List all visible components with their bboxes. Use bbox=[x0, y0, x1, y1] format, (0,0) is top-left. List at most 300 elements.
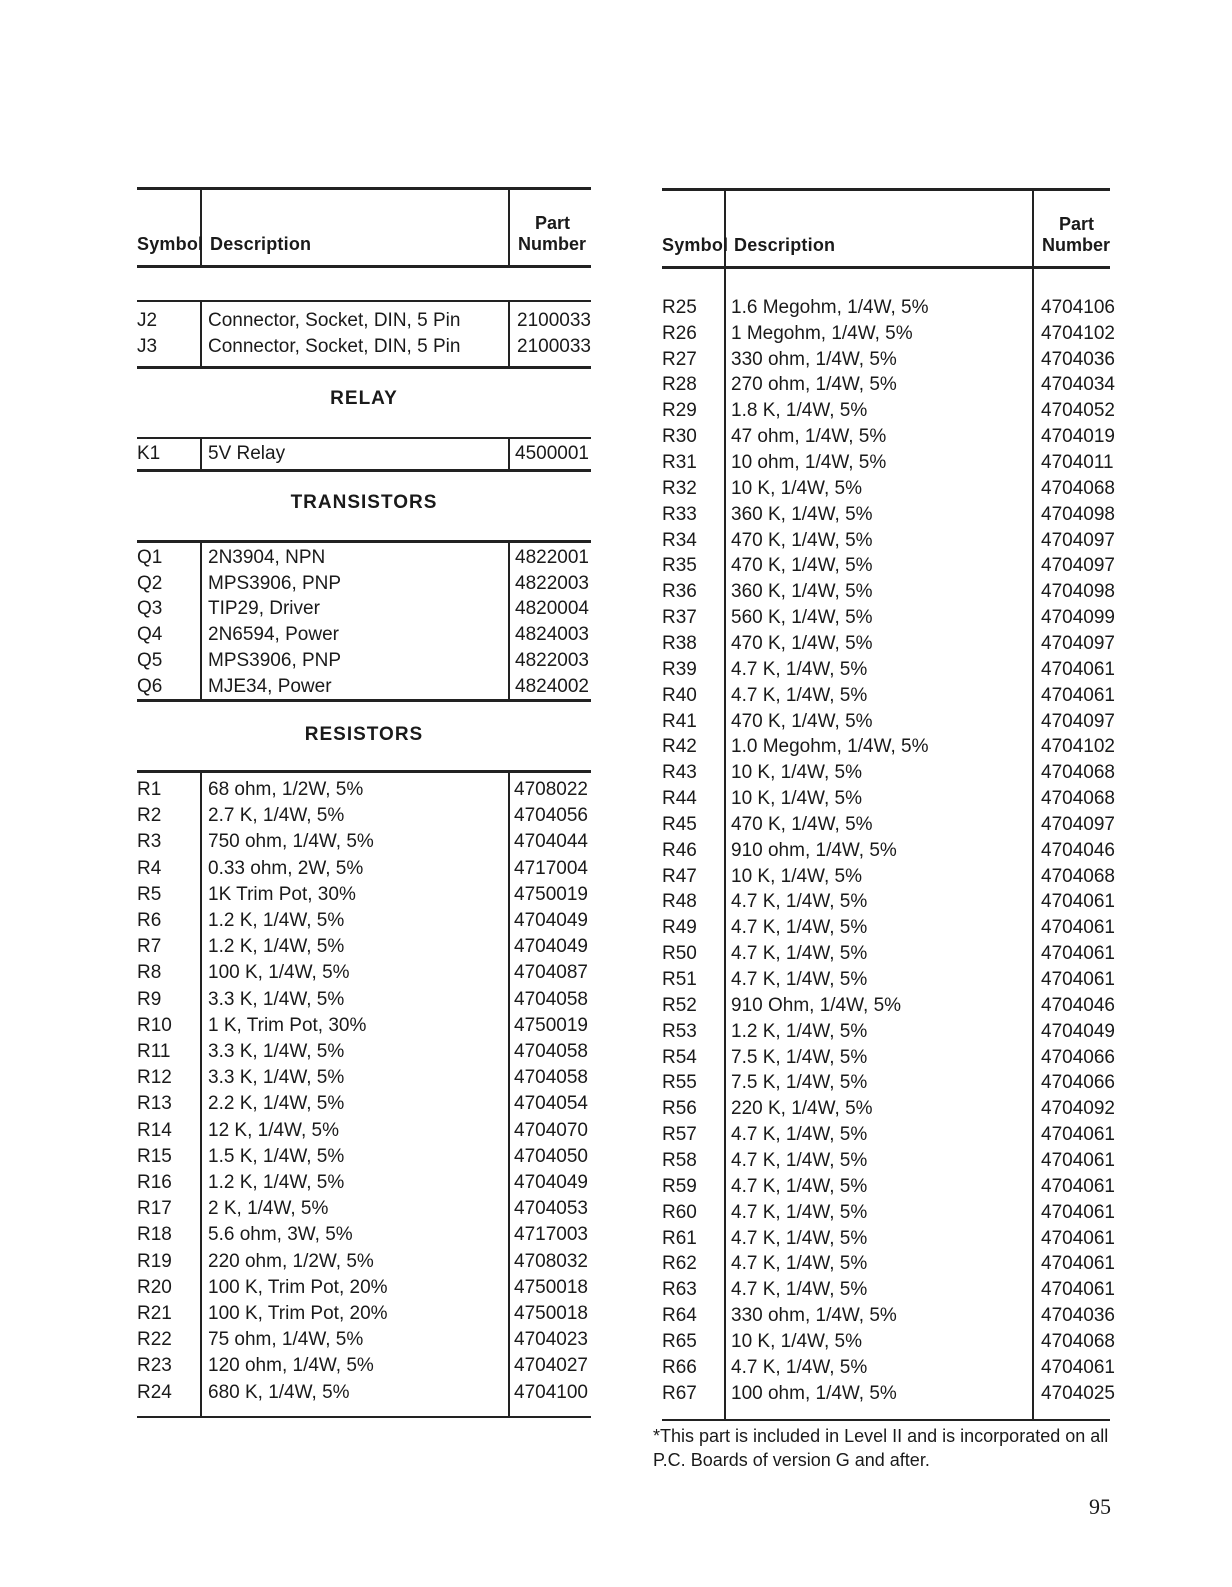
description-cell: 470 K, 1/4W, 5% bbox=[731, 813, 873, 835]
symbol-cell: R19 bbox=[137, 1250, 172, 1272]
symbol-cell: R63 bbox=[662, 1279, 697, 1301]
table-row bbox=[662, 321, 1115, 347]
table-row bbox=[137, 648, 591, 674]
part-number-cell: 4704058 bbox=[514, 1067, 588, 1089]
part-number-cell: 4704098 bbox=[1041, 503, 1115, 525]
symbol-cell: R26 bbox=[662, 322, 697, 344]
table-row bbox=[137, 803, 591, 829]
connectors-block bbox=[137, 302, 591, 366]
table-row bbox=[662, 373, 1115, 399]
description-cell: 100 K, Trim Pot, 20% bbox=[208, 1276, 388, 1298]
part-number-cell: 4708022 bbox=[514, 779, 588, 801]
symbol-cell: R14 bbox=[137, 1119, 172, 1141]
table-row bbox=[662, 1122, 1115, 1148]
symbol-cell: R50 bbox=[662, 943, 697, 965]
description-cell: 4.7 K, 1/4W, 5% bbox=[731, 969, 868, 991]
symbol-cell: R65 bbox=[662, 1330, 697, 1352]
symbol-cell: Q2 bbox=[137, 572, 163, 594]
part-number-cell: 4704050 bbox=[514, 1145, 588, 1167]
symbol-cell: R21 bbox=[137, 1303, 172, 1325]
description-cell: 100 K, 1/4W, 5% bbox=[208, 962, 350, 984]
table-row bbox=[137, 1380, 591, 1406]
table-row bbox=[137, 1249, 591, 1275]
description-cell: 4.7 K, 1/4W, 5% bbox=[731, 658, 868, 680]
part-number-cell: 4704102 bbox=[1041, 322, 1115, 344]
table-row bbox=[137, 441, 591, 467]
symbol-cell: R45 bbox=[662, 813, 697, 835]
description-cell: 910 Ohm, 1/4W, 5% bbox=[731, 994, 902, 1016]
part-number-cell: 4704070 bbox=[514, 1119, 588, 1141]
part-number-cell: 4704097 bbox=[1041, 813, 1115, 835]
part-number-cell: 4704097 bbox=[1041, 529, 1115, 551]
page-number: 95 bbox=[1089, 1494, 1111, 1519]
table-row bbox=[662, 1148, 1115, 1174]
symbol-cell: K1 bbox=[137, 443, 161, 464]
symbol-cell: Q4 bbox=[137, 624, 163, 646]
part-number-cell: 4704092 bbox=[1041, 1098, 1115, 1120]
description-cell: 2N3904, NPN bbox=[208, 546, 326, 568]
symbol-cell: R56 bbox=[662, 1098, 697, 1120]
part-number-cell: 4708032 bbox=[514, 1250, 588, 1272]
description-cell: 1.2 K, 1/4W, 5% bbox=[731, 1020, 868, 1042]
part-number-cell: 4704098 bbox=[1041, 581, 1115, 603]
part-number-cell: 4822003 bbox=[515, 572, 589, 594]
description-cell: 12 K, 1/4W, 5% bbox=[208, 1119, 339, 1141]
part-number-cell: 4750018 bbox=[514, 1276, 588, 1298]
table-row bbox=[662, 967, 1115, 993]
table-row bbox=[662, 915, 1115, 941]
symbol-cell: Q6 bbox=[137, 675, 163, 697]
table-row bbox=[662, 1071, 1115, 1097]
table-row bbox=[137, 545, 591, 571]
table-row bbox=[137, 308, 591, 334]
symbol-cell: R6 bbox=[137, 910, 162, 932]
part-number-cell: 4824002 bbox=[515, 675, 589, 697]
symbol-cell: R66 bbox=[662, 1356, 697, 1378]
table-row bbox=[137, 1353, 591, 1379]
description-cell: 560 K, 1/4W, 5% bbox=[731, 607, 873, 629]
description-cell: 10 ohm, 1/4W, 5% bbox=[731, 452, 887, 474]
description-cell: 360 K, 1/4W, 5% bbox=[731, 503, 873, 525]
table-row bbox=[137, 1144, 591, 1170]
symbol-cell: R18 bbox=[137, 1224, 172, 1246]
part-number-cell: 4704106 bbox=[1041, 296, 1115, 318]
description-cell: 47 ohm, 1/4W, 5% bbox=[731, 426, 887, 448]
table-row bbox=[662, 1329, 1115, 1355]
table-row bbox=[662, 1045, 1115, 1071]
description-cell: 2.7 K, 1/4W, 5% bbox=[208, 805, 345, 827]
table-row bbox=[662, 1200, 1115, 1226]
table-row bbox=[662, 657, 1115, 683]
description-cell: 10 K, 1/4W, 5% bbox=[731, 788, 862, 810]
table-row bbox=[662, 1226, 1115, 1252]
part-number-cell: 4704019 bbox=[1041, 426, 1115, 448]
part-number-cell: 4704068 bbox=[1041, 865, 1115, 887]
part-number-cell: 4704049 bbox=[514, 910, 588, 932]
symbol-cell: R17 bbox=[137, 1198, 172, 1220]
table-row bbox=[137, 1039, 591, 1065]
part-number-cell: 4704066 bbox=[1041, 1046, 1115, 1068]
description-cell: 330 ohm, 1/4W, 5% bbox=[731, 348, 897, 370]
symbol-cell: R27 bbox=[662, 348, 697, 370]
table-row bbox=[137, 622, 591, 648]
table-row bbox=[137, 571, 591, 597]
table-row bbox=[662, 398, 1115, 424]
table-row bbox=[662, 476, 1115, 502]
part-number-cell: 4717004 bbox=[514, 857, 588, 879]
transistors-title: TRANSISTORS bbox=[290, 492, 438, 513]
part-number-cell: 4822001 bbox=[515, 546, 589, 568]
part-number-cell: 4704097 bbox=[1041, 710, 1115, 732]
symbol-cell: R5 bbox=[137, 883, 162, 905]
table-row bbox=[137, 856, 591, 882]
table-row bbox=[662, 502, 1115, 528]
transistors-block bbox=[137, 543, 591, 699]
resistors-block bbox=[137, 773, 591, 1416]
description-cell: 910 ohm, 1/4W, 5% bbox=[731, 839, 897, 861]
description-cell: 3.3 K, 1/4W, 5% bbox=[208, 1067, 345, 1089]
symbol-cell: R32 bbox=[662, 477, 697, 499]
description-cell: 1 Megohm, 1/4W, 5% bbox=[731, 322, 913, 344]
description-cell: 10 K, 1/4W, 5% bbox=[731, 477, 862, 499]
table-row bbox=[662, 786, 1115, 812]
table-row bbox=[662, 1277, 1115, 1303]
symbol-cell: R24 bbox=[137, 1381, 172, 1403]
part-number-cell: 4704011 bbox=[1041, 452, 1114, 474]
table-row bbox=[662, 890, 1115, 916]
table-row bbox=[137, 1118, 591, 1144]
table-row bbox=[662, 631, 1115, 657]
table-row bbox=[662, 838, 1115, 864]
table-row bbox=[662, 1251, 1115, 1277]
table-row bbox=[137, 674, 591, 700]
description-cell: 4.7 K, 1/4W, 5% bbox=[731, 684, 868, 706]
description-cell: 3.3 K, 1/4W, 5% bbox=[208, 988, 345, 1010]
part-number-cell: 4704054 bbox=[514, 1093, 588, 1115]
description-cell: 1.2 K, 1/4W, 5% bbox=[208, 910, 345, 932]
table-row bbox=[137, 908, 591, 934]
symbol-cell: Q5 bbox=[137, 650, 163, 672]
part-number-cell: 4704058 bbox=[514, 988, 588, 1010]
description-cell: MJE34, Power bbox=[208, 675, 332, 697]
table-row bbox=[137, 1013, 591, 1039]
symbol-cell: R33 bbox=[662, 503, 697, 525]
symbol-cell: Q1 bbox=[137, 546, 163, 568]
table-row bbox=[662, 1019, 1115, 1045]
part-number-cell: 4717003 bbox=[514, 1224, 588, 1246]
part-number-cell: 4704061 bbox=[1041, 1201, 1115, 1223]
symbol-cell: R30 bbox=[662, 426, 697, 448]
symbol-cell: R57 bbox=[662, 1124, 697, 1146]
symbol-cell: R35 bbox=[662, 555, 697, 577]
description-cell: MPS3906, PNP bbox=[208, 572, 342, 594]
symbol-header: Symbol bbox=[137, 234, 204, 254]
part-number-cell: 4704068 bbox=[1041, 788, 1115, 810]
part-number-cell: 4704097 bbox=[1041, 632, 1115, 654]
table-row bbox=[662, 424, 1115, 450]
resistors-bottom-rule bbox=[137, 1416, 591, 1418]
table-row bbox=[662, 295, 1115, 321]
description-cell: 1.2 K, 1/4W, 5% bbox=[208, 1172, 345, 1194]
table-row bbox=[662, 812, 1115, 838]
description-cell: 4.7 K, 1/4W, 5% bbox=[731, 943, 868, 965]
part-number-cell: 2100033 bbox=[517, 336, 591, 357]
part-number-cell: 4704061 bbox=[1041, 684, 1115, 706]
symbol-cell: R52 bbox=[662, 994, 697, 1016]
symbol-cell: Q3 bbox=[137, 598, 163, 620]
part-number-cell: 4704066 bbox=[1041, 1072, 1115, 1094]
description-cell: Connector, Socket, DIN, 5 Pin bbox=[208, 336, 461, 357]
part-number-cell: 4704099 bbox=[1041, 607, 1115, 629]
resistors-bottom-rule bbox=[662, 1419, 1110, 1421]
left-parts-table bbox=[137, 187, 591, 1418]
symbol-cell: R1 bbox=[137, 779, 162, 801]
table-row bbox=[662, 734, 1115, 760]
symbol-cell: R58 bbox=[662, 1149, 697, 1171]
table-row bbox=[137, 1065, 591, 1091]
symbol-cell: R9 bbox=[137, 988, 162, 1010]
description-cell: 7.5 K, 1/4W, 5% bbox=[731, 1046, 868, 1068]
description-cell: 470 K, 1/4W, 5% bbox=[731, 632, 873, 654]
part-number-cell: 4750019 bbox=[514, 883, 588, 905]
part-number-cell: 4704046 bbox=[1041, 994, 1115, 1016]
description-cell: 1.5 K, 1/4W, 5% bbox=[208, 1145, 345, 1167]
symbol-cell: R67 bbox=[662, 1382, 697, 1404]
part-number-cell: 4704049 bbox=[514, 936, 588, 958]
description-cell: 4.7 K, 1/4W, 5% bbox=[731, 1149, 868, 1171]
part-number-cell: 4704068 bbox=[1041, 1330, 1115, 1352]
part-number-cell: 4704049 bbox=[514, 1172, 588, 1194]
description-cell: 4.7 K, 1/4W, 5% bbox=[731, 917, 868, 939]
header-divider bbox=[1032, 191, 1034, 266]
description-cell: 2 K, 1/4W, 5% bbox=[208, 1198, 329, 1220]
symbol-cell: R46 bbox=[662, 839, 697, 861]
symbol-cell: R42 bbox=[662, 736, 697, 758]
description-cell: 4.7 K, 1/4W, 5% bbox=[731, 1201, 868, 1223]
symbol-cell: R36 bbox=[662, 581, 697, 603]
symbol-cell: R7 bbox=[137, 936, 162, 958]
symbol-cell: R41 bbox=[662, 710, 697, 732]
description-cell: 7.5 K, 1/4W, 5% bbox=[731, 1072, 868, 1094]
footnote: *This part is included in Level II and is incorporated on all P.C. Boards of version G and after. bbox=[653, 1426, 1109, 1470]
table-row bbox=[662, 760, 1115, 786]
symbol-cell: R43 bbox=[662, 762, 697, 784]
resistors-title: RESISTORS bbox=[304, 724, 424, 745]
part-number-cell: 4704044 bbox=[514, 831, 588, 853]
symbol-cell: R4 bbox=[137, 857, 162, 879]
description-cell: 100 ohm, 1/4W, 5% bbox=[731, 1382, 897, 1404]
part-number-cell: 4704049 bbox=[1041, 1020, 1115, 1042]
table-row bbox=[137, 829, 591, 855]
description-cell: MPS3906, PNP bbox=[208, 650, 342, 672]
symbol-cell: R39 bbox=[662, 658, 697, 680]
table-row bbox=[662, 347, 1115, 373]
symbol-cell: R16 bbox=[137, 1172, 172, 1194]
table-row bbox=[137, 597, 591, 623]
symbol-cell: R54 bbox=[662, 1046, 697, 1068]
symbol-cell: R34 bbox=[662, 529, 697, 551]
description-cell: 3.3 K, 1/4W, 5% bbox=[208, 1041, 345, 1063]
description-cell: 4.7 K, 1/4W, 5% bbox=[731, 1227, 868, 1249]
relay-block bbox=[137, 439, 591, 469]
symbol-cell: R12 bbox=[137, 1067, 172, 1089]
part-number-cell: 4704061 bbox=[1041, 658, 1115, 680]
table-row bbox=[137, 934, 591, 960]
table-row bbox=[662, 1355, 1115, 1381]
description-cell: 4.7 K, 1/4W, 5% bbox=[731, 891, 868, 913]
description-cell: 100 K, Trim Pot, 20% bbox=[208, 1303, 388, 1325]
description-cell: 220 K, 1/4W, 5% bbox=[731, 1098, 873, 1120]
part-number-cell: 4822003 bbox=[515, 650, 589, 672]
symbol-cell: R8 bbox=[137, 962, 162, 984]
header-divider bbox=[508, 190, 510, 265]
symbol-cell: R29 bbox=[662, 400, 697, 422]
description-cell: 470 K, 1/4W, 5% bbox=[731, 710, 873, 732]
table-row bbox=[137, 1327, 591, 1353]
symbol-cell: R28 bbox=[662, 374, 697, 396]
table-row bbox=[137, 987, 591, 1013]
table-row bbox=[662, 579, 1115, 605]
part-number-cell: 4704061 bbox=[1041, 1175, 1115, 1197]
symbol-cell: R15 bbox=[137, 1145, 172, 1167]
symbol-cell: R22 bbox=[137, 1329, 172, 1351]
table-row bbox=[662, 528, 1115, 554]
table-row bbox=[662, 1096, 1115, 1122]
symbol-cell: R13 bbox=[137, 1093, 172, 1115]
description-cell: 750 ohm, 1/4W, 5% bbox=[208, 831, 374, 853]
description-cell: Connector, Socket, DIN, 5 Pin bbox=[208, 310, 461, 331]
part-number-cell: 4704061 bbox=[1041, 943, 1115, 965]
part-number-cell: 4704061 bbox=[1041, 1227, 1115, 1249]
description-cell: 0.33 ohm, 2W, 5% bbox=[208, 857, 364, 879]
description-cell: 2.2 K, 1/4W, 5% bbox=[208, 1093, 345, 1115]
table-row bbox=[662, 1303, 1115, 1329]
symbol-cell: R3 bbox=[137, 831, 162, 853]
description-header: Description bbox=[734, 235, 836, 255]
description-cell: 10 K, 1/4W, 5% bbox=[731, 1330, 862, 1352]
description-cell: 330 ohm, 1/4W, 5% bbox=[731, 1305, 897, 1327]
symbol-cell: R20 bbox=[137, 1276, 172, 1298]
symbol-header: Symbol bbox=[662, 235, 729, 255]
relay-title: RELAY bbox=[330, 388, 398, 409]
table-row bbox=[137, 1091, 591, 1117]
description-cell: 4.7 K, 1/4W, 5% bbox=[731, 1175, 868, 1197]
symbol-cell: R48 bbox=[662, 891, 697, 913]
symbol-cell: R47 bbox=[662, 865, 697, 887]
symbol-cell: R23 bbox=[137, 1355, 172, 1377]
symbol-cell: R10 bbox=[137, 1014, 172, 1036]
resistors-block bbox=[662, 269, 1115, 1419]
part-number-cell: 4704061 bbox=[1041, 917, 1115, 939]
symbol-cell: R60 bbox=[662, 1201, 697, 1223]
description-cell: 120 ohm, 1/4W, 5% bbox=[208, 1355, 374, 1377]
part-number-cell: 4750018 bbox=[514, 1303, 588, 1325]
description-cell: 1.6 Megohm, 1/4W, 5% bbox=[731, 296, 929, 318]
table-header bbox=[137, 190, 591, 265]
table-row bbox=[662, 605, 1115, 631]
part-number-cell: 4704097 bbox=[1041, 555, 1115, 577]
part-number-cell: 4704061 bbox=[1041, 1124, 1115, 1146]
table-row bbox=[137, 960, 591, 986]
part-number-cell: 4704100 bbox=[514, 1381, 588, 1403]
description-cell: 680 K, 1/4W, 5% bbox=[208, 1381, 350, 1403]
part-number-cell: 4704046 bbox=[1041, 839, 1115, 861]
symbol-cell: R31 bbox=[662, 452, 697, 474]
table-row bbox=[662, 1381, 1115, 1407]
part-number-cell: 4704061 bbox=[1041, 1253, 1115, 1275]
part-number-header: Part Number bbox=[518, 213, 587, 254]
part-number-cell: 4704061 bbox=[1041, 1356, 1115, 1378]
description-cell: 75 ohm, 1/4W, 5% bbox=[208, 1329, 364, 1351]
symbol-cell: R61 bbox=[662, 1227, 697, 1249]
symbol-cell: J3 bbox=[137, 336, 158, 357]
symbol-cell: R40 bbox=[662, 684, 697, 706]
table-row bbox=[662, 993, 1115, 1019]
part-number-header: Part Number bbox=[1042, 214, 1111, 255]
symbol-cell: R44 bbox=[662, 788, 697, 810]
table-row bbox=[662, 1174, 1115, 1200]
part-number-cell: 4704058 bbox=[514, 1041, 588, 1063]
description-header: Description bbox=[210, 234, 312, 254]
table-row bbox=[137, 1222, 591, 1248]
part-number-cell: 4704036 bbox=[1041, 348, 1115, 370]
description-cell: 4.7 K, 1/4W, 5% bbox=[731, 1124, 868, 1146]
part-number-cell: 4704053 bbox=[514, 1198, 588, 1220]
symbol-cell: R62 bbox=[662, 1253, 697, 1275]
table-row bbox=[662, 683, 1115, 709]
description-cell: 1 K, Trim Pot, 30% bbox=[208, 1014, 367, 1036]
part-number-cell: 4704087 bbox=[514, 962, 588, 984]
part-number-cell: 4704061 bbox=[1041, 969, 1115, 991]
symbol-cell: R11 bbox=[137, 1041, 171, 1063]
table-row bbox=[662, 864, 1115, 890]
part-number-cell: 4820004 bbox=[515, 598, 589, 620]
part-number-cell: 4704061 bbox=[1041, 1279, 1115, 1301]
description-cell: 4.7 K, 1/4W, 5% bbox=[731, 1356, 868, 1378]
description-cell: 1.2 K, 1/4W, 5% bbox=[208, 936, 345, 958]
description-cell: 1.8 K, 1/4W, 5% bbox=[731, 400, 868, 422]
symbol-cell: R59 bbox=[662, 1175, 697, 1197]
part-number-cell: 4704056 bbox=[514, 805, 588, 827]
table-row bbox=[662, 709, 1115, 735]
description-cell: 10 K, 1/4W, 5% bbox=[731, 762, 862, 784]
description-cell: 470 K, 1/4W, 5% bbox=[731, 555, 873, 577]
part-number-cell: 4704068 bbox=[1041, 477, 1115, 499]
symbol-cell: R37 bbox=[662, 607, 697, 629]
part-number-cell: 4704036 bbox=[1041, 1305, 1115, 1327]
part-number-cell: 4500001 bbox=[515, 443, 589, 464]
description-cell: 4.7 K, 1/4W, 5% bbox=[731, 1253, 868, 1275]
description-cell: 4.7 K, 1/4W, 5% bbox=[731, 1279, 868, 1301]
description-cell: 68 ohm, 1/2W, 5% bbox=[208, 779, 364, 801]
description-cell: 5.6 ohm, 3W, 5% bbox=[208, 1224, 353, 1246]
table-row bbox=[137, 1275, 591, 1301]
right-parts-table bbox=[662, 188, 1115, 1421]
symbol-cell: J2 bbox=[137, 310, 158, 331]
part-number-cell: 4750019 bbox=[514, 1014, 588, 1036]
table-row bbox=[662, 554, 1115, 580]
description-cell: TIP29, Driver bbox=[208, 598, 320, 620]
symbol-cell: R2 bbox=[137, 805, 162, 827]
part-number-cell: 2100033 bbox=[517, 310, 591, 331]
table-row bbox=[137, 1196, 591, 1222]
description-cell: 360 K, 1/4W, 5% bbox=[731, 581, 873, 603]
description-cell: 1.0 Megohm, 1/4W, 5% bbox=[731, 736, 929, 758]
symbol-cell: R55 bbox=[662, 1072, 697, 1094]
table-row bbox=[662, 450, 1114, 476]
table-row bbox=[137, 1301, 591, 1327]
part-number-cell: 4704027 bbox=[514, 1355, 588, 1377]
